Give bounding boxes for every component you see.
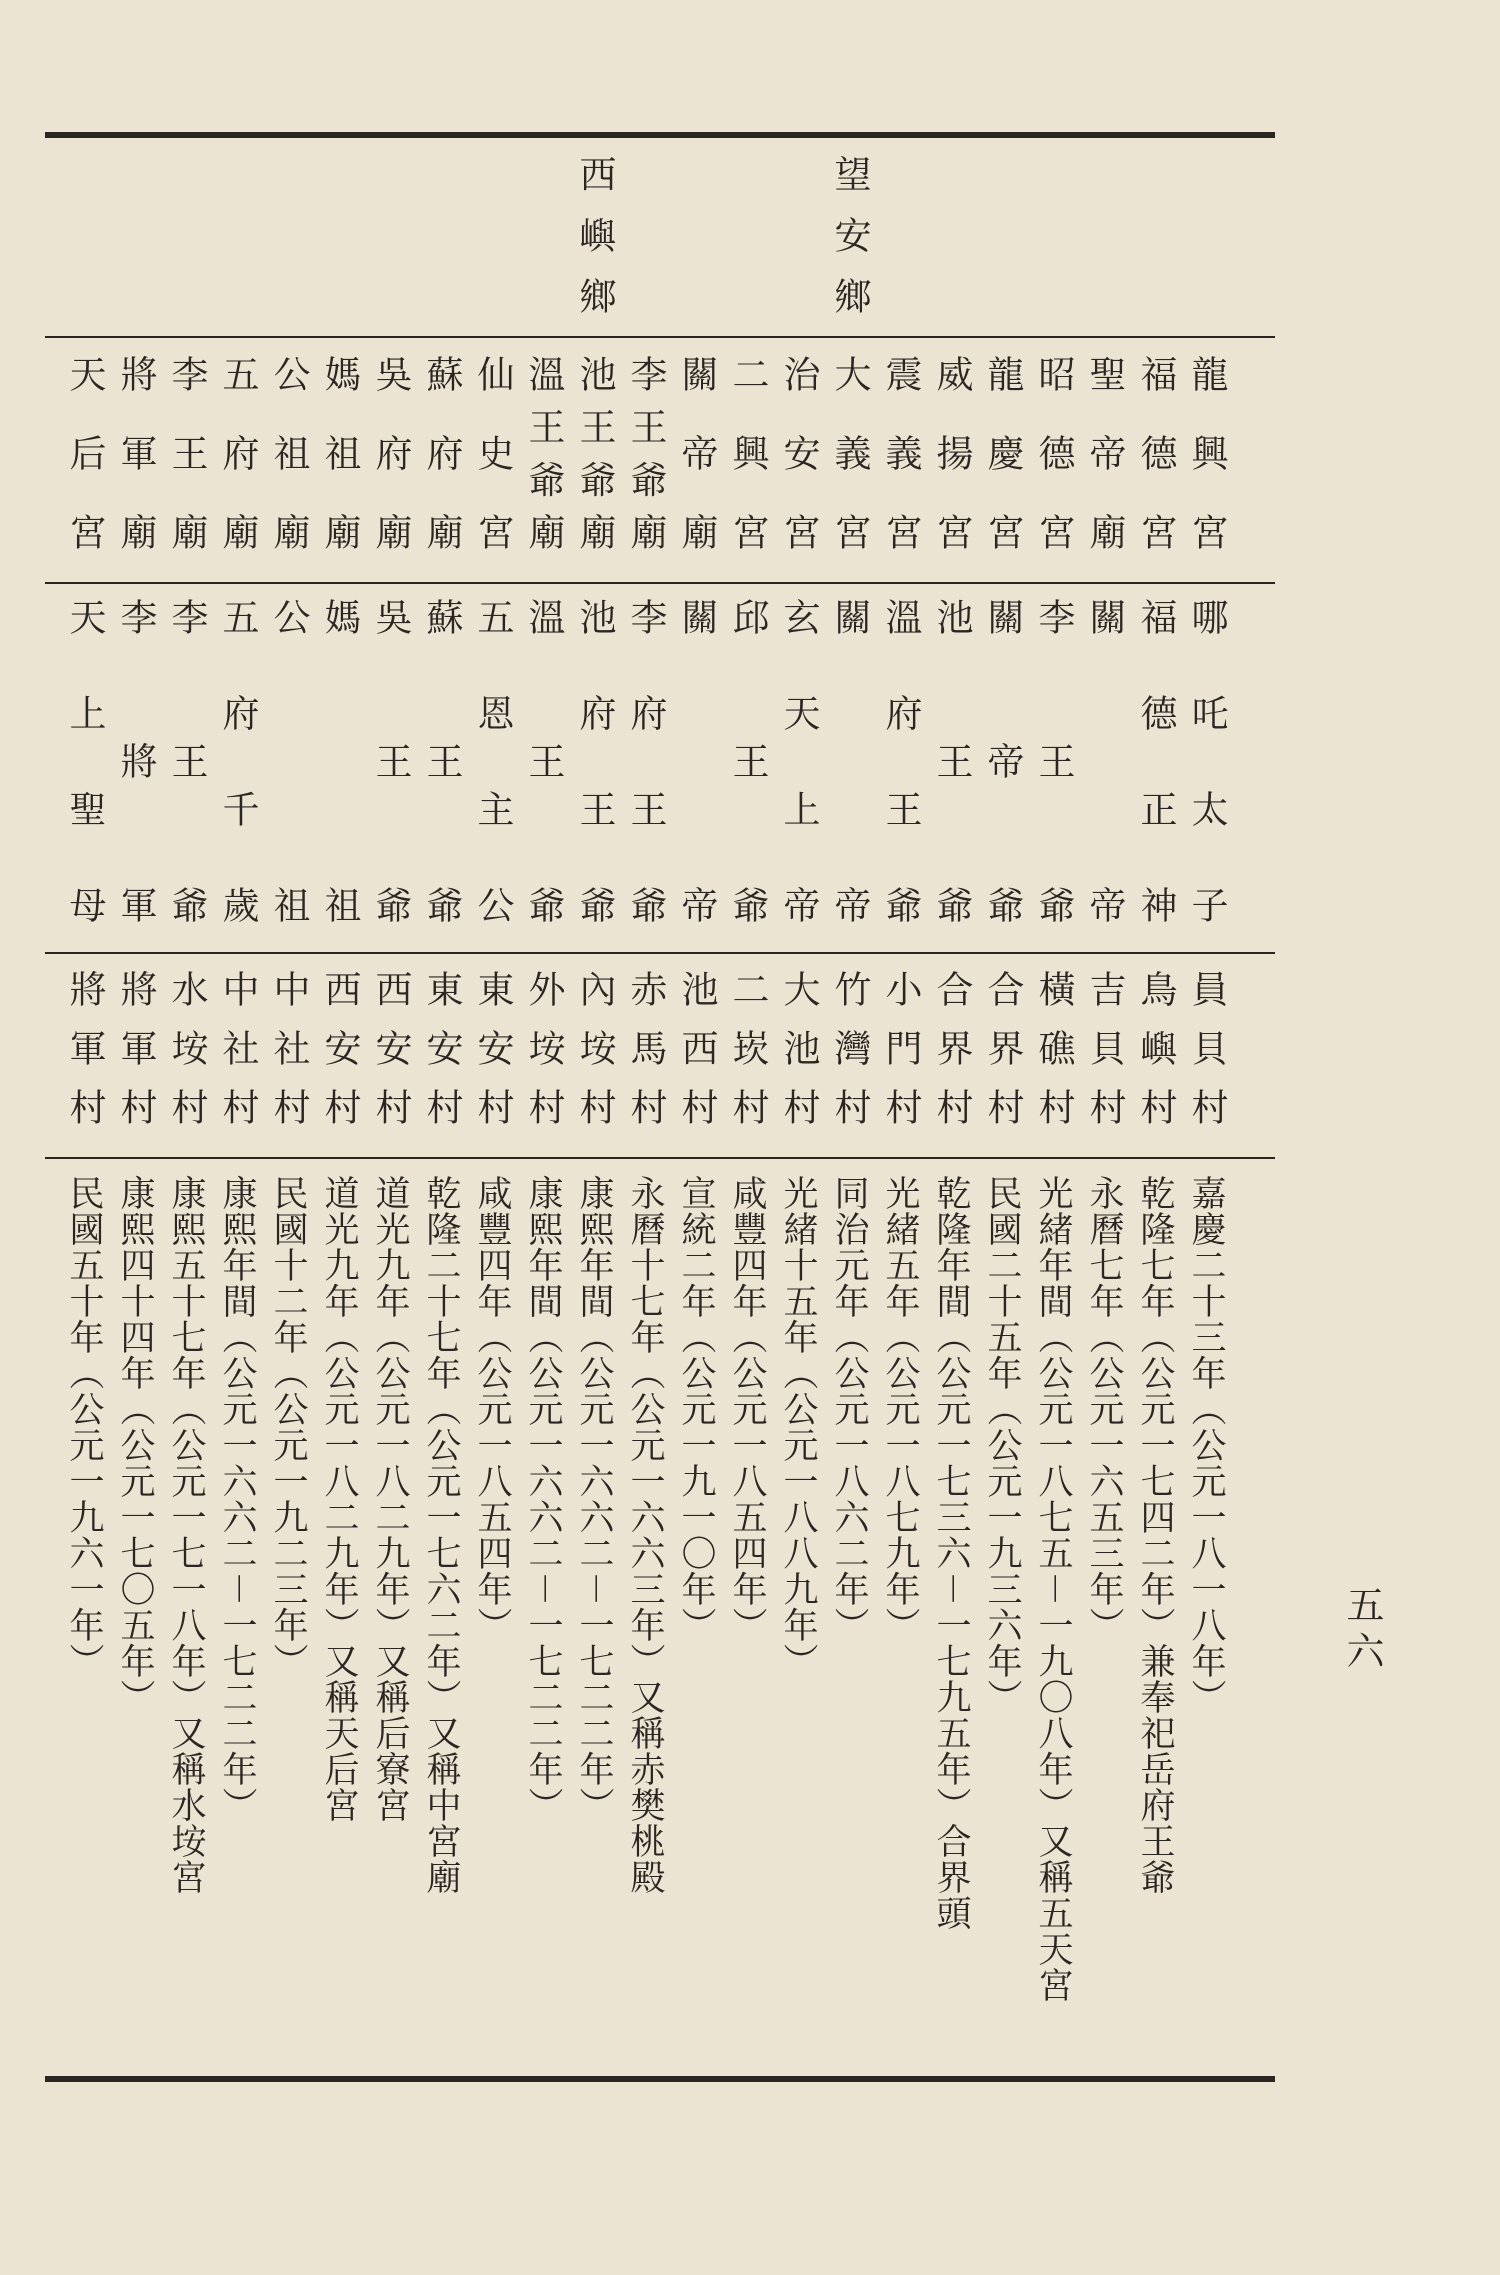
- cell-name: 李王廟: [165, 355, 208, 565]
- cell-date: 民國十二年（公元一九二三年）: [268, 1175, 308, 1679]
- cell-name: 龍興宮: [1185, 355, 1228, 565]
- cell-deity: 公祖: [267, 598, 310, 938]
- cell-deity: 李王爺: [1032, 598, 1075, 938]
- cell-name: 公祖廟: [267, 355, 310, 565]
- cell-village: 中社村: [216, 970, 259, 1140]
- cell-name: 五府廟: [216, 355, 259, 565]
- cell-village: 中社村: [267, 970, 310, 1140]
- cell-deity: 天上聖母: [63, 598, 106, 938]
- cell-name: 蘇府廟: [420, 355, 463, 565]
- cell-name: 李王爺廟: [624, 355, 667, 565]
- cell-deity: 媽祖: [318, 598, 361, 938]
- cell-deity: 吳王爺: [369, 598, 412, 938]
- cell-name: 大義宮: [828, 355, 871, 565]
- cell-date: 永曆十七年（公元一六六三年）又稱赤樊桃殿: [625, 1175, 665, 1895]
- cell-name: 龍慶宮: [981, 355, 1024, 565]
- cell-village: 將軍村: [63, 970, 106, 1140]
- cell-name: 震義宮: [879, 355, 922, 565]
- cell-village: 橫礁村: [1032, 970, 1075, 1140]
- cell-deity: 關帝爺: [981, 598, 1024, 938]
- cell-deity: 邱王爺: [726, 598, 769, 938]
- cell-deity: 關帝: [675, 598, 718, 938]
- row-divider: [45, 1157, 1275, 1159]
- cell-date: 光緒五年（公元一八七九年）: [880, 1175, 920, 1643]
- cell-date: 永曆七年（公元一六五三年）: [1084, 1175, 1124, 1643]
- row-divider: [45, 952, 1275, 954]
- region-label: 西嶼鄉: [573, 155, 616, 338]
- page-number: 五六: [1340, 1585, 1384, 1677]
- cell-village: 員貝村: [1185, 970, 1228, 1140]
- cell-deity: 關帝: [1083, 598, 1126, 938]
- cell-name: 將軍廟: [114, 355, 157, 565]
- cell-deity: 李府王爺: [624, 598, 667, 938]
- cell-village: 合界村: [930, 970, 973, 1140]
- cell-village: 池西村: [675, 970, 718, 1140]
- cell-name: 吳府廟: [369, 355, 412, 565]
- cell-date: 宣統二年（公元一九一〇年）: [676, 1175, 716, 1643]
- cell-deity: 池府王爺: [573, 598, 616, 938]
- cell-date: 乾隆年間（公元一七三六－一七九五年）合界頭: [931, 1175, 971, 1932]
- cell-village: 外垵村: [522, 970, 565, 1140]
- cell-deity: 池王爺: [930, 598, 973, 938]
- cell-date: 光緒十五年（公元一八八九年）: [778, 1175, 818, 1679]
- cell-village: 合界村: [981, 970, 1024, 1140]
- cell-date: 咸豐四年（公元一八五四年）: [727, 1175, 767, 1643]
- cell-date: 乾隆七年（公元一七四二年）兼奉祀岳府王爺: [1135, 1175, 1175, 1895]
- cell-village: 東安村: [420, 970, 463, 1140]
- cell-date: 康熙五十七年（公元一七一八年）又稱水垵宮: [166, 1175, 206, 1895]
- cell-name: 關帝廟: [675, 355, 718, 565]
- cell-deity: 玄天上帝: [777, 598, 820, 938]
- cell-name: 天后宮: [63, 355, 106, 565]
- cell-deity: 福德正神: [1134, 598, 1177, 938]
- cell-deity: 哪吒太子: [1185, 598, 1228, 938]
- cell-deity: 五恩主公: [471, 598, 514, 938]
- cell-village: 東安村: [471, 970, 514, 1140]
- cell-deity: 蘇王爺: [420, 598, 463, 938]
- region-label: 望安鄉: [828, 155, 871, 338]
- cell-date: 咸豐四年（公元一八五四年）: [472, 1175, 512, 1643]
- top-rule: [45, 132, 1275, 138]
- cell-date: 乾隆二十七年（公元一七六二年）又稱中宮廟: [421, 1175, 461, 1895]
- cell-date: 光緒年間（公元一八七五－一九〇八年）又稱五天宮: [1033, 1175, 1073, 2004]
- cell-village: 西安村: [369, 970, 412, 1140]
- cell-name: 池王爺廟: [573, 355, 616, 565]
- bottom-rule: [45, 2076, 1275, 2082]
- cell-name: 治安宮: [777, 355, 820, 565]
- cell-name: 威揚宮: [930, 355, 973, 565]
- cell-name: 福德宮: [1134, 355, 1177, 565]
- cell-name: 媽祖廟: [318, 355, 361, 565]
- cell-date: 康熙年間（公元一六六二－一七二二年）: [574, 1175, 614, 1824]
- cell-deity: 關帝: [828, 598, 871, 938]
- cell-village: 水垵村: [165, 970, 208, 1140]
- cell-village: 吉貝村: [1083, 970, 1126, 1140]
- cell-name: 仙史宮: [471, 355, 514, 565]
- cell-village: 大池村: [777, 970, 820, 1140]
- cell-date: 同治元年（公元一八六二年）: [829, 1175, 869, 1643]
- cell-date: 道光九年（公元一八二九年）又稱后寮宮: [370, 1175, 410, 1823]
- cell-name: 二興宮: [726, 355, 769, 565]
- cell-deity: 李將軍: [114, 598, 157, 938]
- cell-date: 民國五十年（公元一九六一年）: [64, 1175, 104, 1679]
- cell-village: 將軍村: [114, 970, 157, 1140]
- cell-village: 鳥嶼村: [1134, 970, 1177, 1140]
- cell-village: 西安村: [318, 970, 361, 1140]
- cell-date: 民國二十五年（公元一九三六年）: [982, 1175, 1022, 1715]
- cell-date: 康熙年間（公元一六六二－一七二二年）: [217, 1175, 257, 1824]
- cell-name: 聖帝廟: [1083, 355, 1126, 565]
- cell-date: 康熙四十四年（公元一七〇五年）: [115, 1175, 155, 1715]
- cell-village: 內垵村: [573, 970, 616, 1140]
- cell-village: 小門村: [879, 970, 922, 1140]
- cell-date: 嘉慶二十三年（公元一八一八年）: [1186, 1175, 1226, 1715]
- cell-date: 道光九年（公元一八二九年）又稱天后宮: [319, 1175, 359, 1823]
- cell-deity: 李王爺: [165, 598, 208, 938]
- cell-deity: 溫王爺: [522, 598, 565, 938]
- cell-date: 康熙年間（公元一六六二－一七二二年）: [523, 1175, 563, 1824]
- row-divider: [45, 336, 1275, 338]
- cell-name: 溫王爺廟: [522, 355, 565, 565]
- cell-village: 赤馬村: [624, 970, 667, 1140]
- cell-name: 昭德宮: [1032, 355, 1075, 565]
- cell-village: 二崁村: [726, 970, 769, 1140]
- cell-deity: 溫府王爺: [879, 598, 922, 938]
- row-divider: [45, 582, 1275, 584]
- cell-deity: 五府千歲: [216, 598, 259, 938]
- cell-village: 竹灣村: [828, 970, 871, 1140]
